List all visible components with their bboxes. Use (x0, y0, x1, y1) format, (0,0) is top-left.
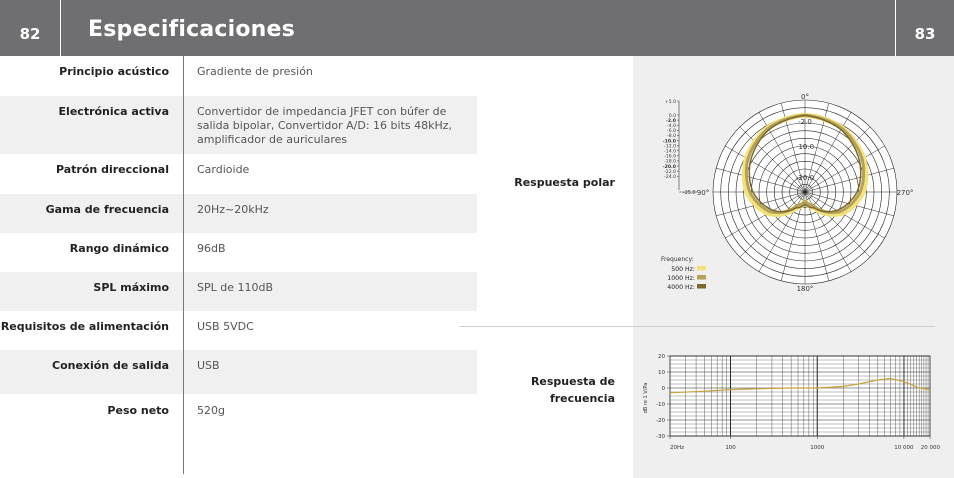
frequency-y-axis-label: dB re 1 V/Pa (643, 382, 649, 414)
scale-label: -24.0 (664, 175, 676, 180)
spec-value: 96dB (197, 242, 226, 255)
y-tick-label: 20 (658, 354, 665, 360)
frequency-x-ticks (670, 436, 940, 451)
frequency-label-line2: frecuencia (549, 392, 615, 405)
spec-label: Rango dinámico (69, 242, 169, 255)
legend-swatch (697, 284, 706, 289)
spec-label: SPL máximo (93, 281, 169, 294)
ring-label: -10.0 (795, 143, 815, 151)
y-tick-label: -20 (656, 418, 665, 424)
table-divider (183, 56, 184, 474)
angle-label-left: 90° (696, 189, 710, 197)
spec-value: USB (197, 359, 220, 372)
x-tick-label: 20 000 (920, 445, 940, 451)
scale-label: -20.0 (662, 164, 676, 170)
page-number-right: 83 (895, 0, 954, 56)
ring-label: -2.0 (798, 118, 812, 126)
legend-label: 1000 Hz: (667, 275, 695, 282)
scale-label: -6.0 (667, 129, 676, 135)
frequency-grid (670, 356, 930, 436)
page-header (0, 0, 954, 56)
page-title: Especificaciones (88, 17, 295, 42)
spec-row (0, 96, 477, 154)
spec-label: Peso neto (107, 404, 169, 417)
scale-end-label: -25.0 (683, 191, 696, 196)
spec-label: Electrónica activa (58, 105, 169, 118)
scale-label: 0.0 (668, 113, 676, 119)
polar-scale (663, 99, 697, 196)
y-tick-label: 0 (661, 386, 665, 392)
spec-value: 520g (197, 404, 225, 417)
polar-legend (667, 266, 706, 291)
legend-label: 500 Hz: (671, 266, 695, 273)
scale-label: -16.0 (664, 154, 676, 160)
spec-label: Patrón direccional (55, 163, 169, 176)
polar-response-label: Respuesta polar (514, 176, 615, 189)
spec-label: Requisitos de alimentación (0, 320, 169, 333)
scale-label: -2.0 (665, 118, 676, 124)
frequency-label-line1: Respuesta de (530, 375, 615, 388)
ring-label: -20.0 (795, 174, 815, 182)
polar-chart (633, 80, 954, 320)
spec-row (0, 350, 477, 394)
x-tick-label: 10 000 (894, 445, 914, 451)
frequency-response-label (531, 373, 615, 407)
scale-label: -14.0 (664, 149, 676, 155)
spec-row (0, 272, 477, 311)
scale-label: -22.0 (664, 169, 676, 175)
x-tick-label: 1000 (810, 445, 825, 451)
scale-label: -12.0 (664, 144, 676, 150)
angle-label-bottom: 180° (796, 285, 814, 293)
legend-swatch (697, 275, 706, 280)
spec-value: 20Hz~20kHz (197, 203, 269, 216)
y-tick-label: 10 (658, 370, 665, 376)
y-tick-label: -30 (656, 434, 665, 440)
scale-label: -10.0 (662, 139, 676, 145)
polar-grid (713, 100, 897, 284)
legend-title: Frequency: (661, 256, 694, 263)
section-divider (459, 326, 935, 327)
legend-label: 4000 Hz: (667, 284, 695, 291)
x-tick-label: 20Hz (670, 445, 685, 451)
spec-row (0, 194, 477, 233)
spec-value: Convertidor de impedancia JFET con búfer de salida bipolar, Convertidor A/D: 16 bits 48kHz, amplificador de auriculares (197, 105, 453, 146)
spec-value: SPL de 110dB (197, 281, 274, 294)
frequency-y-ticks (656, 354, 670, 440)
spec-value: Cardioide (197, 163, 250, 176)
spec-row (0, 394, 477, 478)
frequency-chart (633, 348, 954, 456)
legend-swatch (697, 266, 706, 271)
scale-label: +5.0 (664, 99, 676, 105)
spec-table (0, 56, 477, 478)
spec-label: Gama de frecuencia (45, 203, 169, 216)
scale-label: -8.0 (667, 134, 676, 140)
angle-label-right: 270° (896, 189, 914, 197)
scale-label: -4.0 (667, 124, 676, 129)
spec-row (0, 233, 477, 272)
spec-label: Principio acústico (59, 65, 169, 78)
spec-row (0, 56, 477, 96)
spec-label: Conexión de salida (52, 359, 169, 372)
scale-label: -18.0 (664, 159, 676, 165)
spec-value: USB 5VDC (197, 320, 254, 333)
spec-row (0, 311, 477, 350)
y-tick-label: -10 (656, 402, 665, 408)
x-tick-label: 100 (725, 445, 736, 451)
spec-value: Gradiente de presión (197, 65, 313, 78)
page-number-left: 82 (0, 0, 61, 56)
angle-label-top: 0° (801, 93, 809, 101)
spec-row (0, 154, 477, 194)
